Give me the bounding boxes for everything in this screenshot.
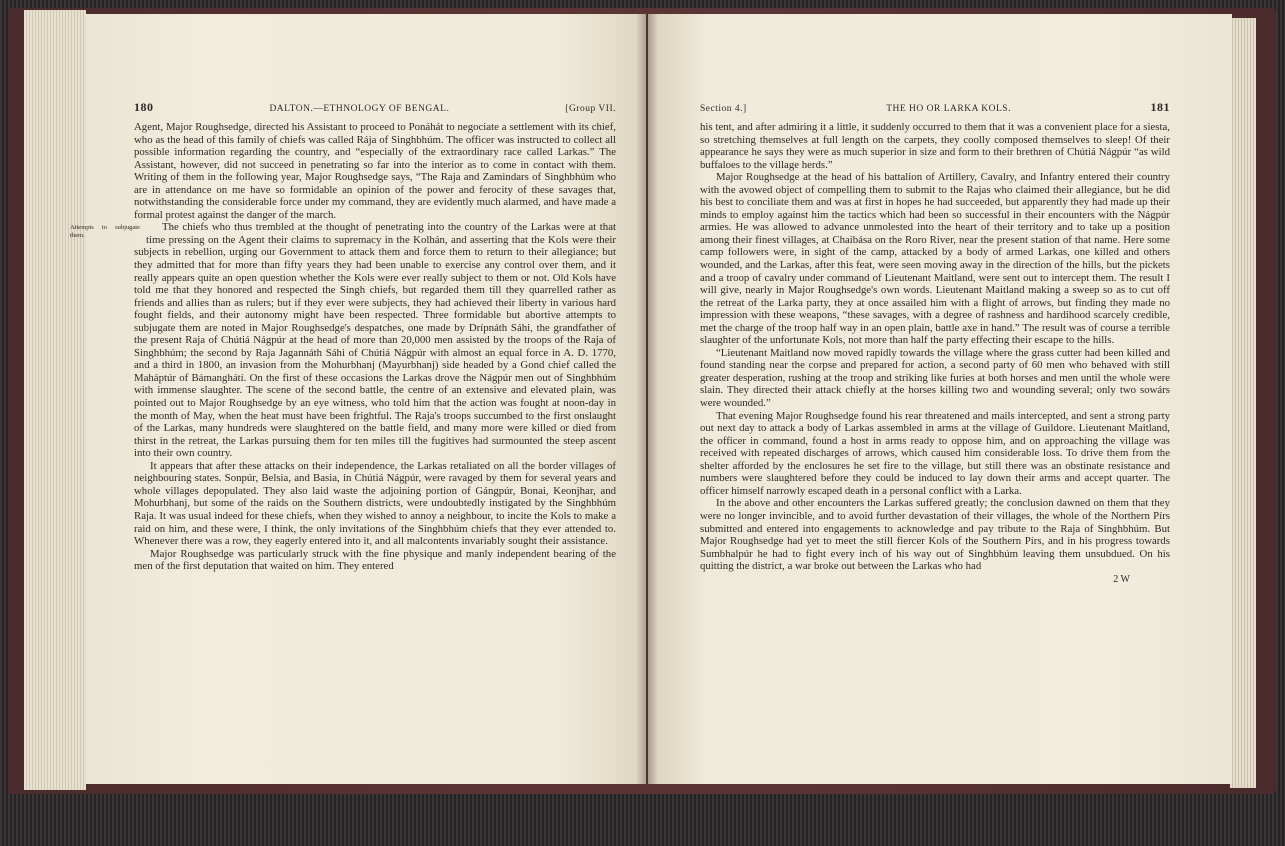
right-page	[648, 14, 1232, 784]
paragraph: Major Roughsedge was particularly struck with the fine physique and manly independent bearing of the men of the first deputation that waited on him. They entered	[134, 547, 616, 573]
right-running-title: THE HO OR LARKA KOLS.	[886, 104, 1011, 114]
paragraph: Agent, Major Roughsedge, directed his Assistant to proceed to Ponáhát to negociate a settlement with its chief, who as the head of this family of chiefs was called Rája of Singhbhúm. The officer was instructed to collect all possible information regarding the country, and “especially of the extraordinary race called Larkas.” The Assistant, however, did not succeed in penetrating so far into the interior as to come in contact with them. Writing of them in the following year, Major Roughsedge says, “The Raja and Zamindars of Singhbhúm who are in attendance on me have so formidable an opinion of the power and ferocity of these savages that, notwithstanding the considerable force under my command, they are evidently much alarmed, and have made a formal protest against the danger of the march.	[134, 121, 616, 221]
group-label: [Group VII.	[565, 104, 616, 114]
right-body-text	[700, 121, 1170, 573]
book-gutter	[636, 14, 658, 784]
paragraph: Major Roughsedge at the head of his battalion of Artillery, Cavalry, and Infantry entered their country with the avowed object of compelling them to submit to the Rajas who claimed their allegiance, but he did his best to conciliate them and was at first in hopes he had succeeded, but apparently they had made up their minds to employ against him the tactics which had been so successful in their encounters with the Nágpúr armies. He was allowed to advance unmolested into the heart of their territory and to take up a position among their finest villages, at Chaibása on the Roro River, near the present station of that name. Here some camp followers were, in sight of the camp, attacked by a body of armed Larkas, one killed and others wounded, and the Larkas, after this feat, were seen moving away in the direction of the hills, but the pickets and a troop of cavalry under command of Lieutenant Maitland, were sent out to intercept them. The result I will give, nearly in Major Roughsedge's own words. Lieutenant Maitland making a sweep so as to cut off the retreat of the Larka party, they at once assailed him with a flight of arrows, but finding they made no impression with these weapons, “these savages, with a degree of rashness and hardihood scarcely credible, met the charge of the troop half way in an open plain, battle axe in hand.” The result was of course a terrible slaughter of the unfortunate Kols, not more than half the party effecting their escape to the hills.	[700, 171, 1170, 347]
right-page-number: 181	[1150, 100, 1170, 114]
paragraph: That evening Major Roughsedge found his rear threatened and mails intercepted, and sent a strong party out next day to attack a body of Larkas assembled in arms at the village of Guildore. Lieutenant Maitland, the officer in command, found a host in arms ready to oppose him, and on approaching the village was received with repeated discharges of arrows, which caused him considerable loss. To drive them from the shelter afforded by the enclosures he set fire to the village, but still there was an obstinate resistance and numbers were slaughtered before they could be induced to lay down their arms and accept quarter. The officer himself narrowly escaped death in a personal conflict with a Larka.	[700, 409, 1170, 497]
margin-note: Attempts to subjugate them.	[70, 224, 140, 240]
paragraph: his tent, and after admiring it a little, it suddenly occurred to them that it was a convenient place for a siesta, so stretching themselves at full length on the carpets, they coolly composed themselves to sleep! Of their appearance he says they were as much superior in size and form to their brethren of Chútiá Nágpúr “as wild buffaloes to the village herds.”	[700, 121, 1170, 171]
paragraph: In the above and other encounters the Larkas suffered greatly; the conclusion dawned on them that they were no longer invincible, and to avoid further devastation of their villages, the whole of the Northern Pírs submitted and entered into engagements to acknowledge and pay tribute to the Raja of Singhbhúm. But Major Roughsedge had yet to meet the still fiercer Kols of the Southern Pírs, and in his progress towards Sumbhalpúr he had to fight every inch of his way out of Singhbhúm leaving them unsubdued. On his quitting the district, a war broke out between the Larkas who had	[700, 497, 1170, 573]
right-running-head	[700, 100, 1170, 115]
paragraph: It appears that after these attacks on their independence, the Larkas retaliated on all the border villages of neighbouring states. Sonpúr, Belsia, and Basia, in Chútiá Nágpúr, were ravaged by them for several years and whole villages depopulated. They also laid waste the adjoining portion of Gángpúr, Bonai, Keonjhar, and Mohurbhanj, but some of the raids on the Southern districts, were undoubtedly instigated by the Singhbhúm Raja. It was usual indeed for these chiefs, when they wished to annoy a neighbour, to incite the Kols to make a raid on him, and these were, I think, the only invitations of the Singhbhúm chiefs that they ever attended to. Whenever there was a row, they eagerly entered into it, and all malcontents invariably sought their assistance.	[134, 459, 616, 548]
left-body-text	[70, 121, 616, 573]
section-label: Section 4.]	[700, 104, 747, 114]
left-running-head	[134, 100, 616, 115]
paragraph-text: The chiefs who thus trembled at the thought of penetrating into the country of the Larkas were at that time pressing on the Agent their claims to supremacy in the Kolhán, and asserting that the Kols were their subjects in rebellion, urging our Government to attack them and force them to return to their allegiance; but they admitted that for more than fifty years they had been unable to exercise any control over them, and it really appears quite an open question whether the Kols were ever really subject to them or not. Old Kols have told me that they honored and respected the Singh chiefs, but regarded them till they quarrelled rather as friends and allies than as rulers; but if they ever were subjects, they had achieved their liberty in various hard fought fields, and their autonomy might have been respected. Three formidable but abortive attempts to subjugate them are noted in Major Roughsedge's despatches, one made by Drípnáth Sáhi, the grandfather of the present Raja of Chútiá Nágpúr at the head of more than 20,000 men assisted by the troops of the Raja of Singhbhúm; the second by Raja Jagannáth Sáhi of Chútiá Nágpúr with almost an equal force in A. D. 1770, and a third in 1800, an invasion from the Mohurbhanj (Mayurbhanj) side headed by a Gond chief called the Maháptúr of Bámanghátí. On the first of these occasions the Larkas drove the Nágpúr men out of Singhbhúm with immense slaughter. The scene of the second battle, the centre of an extensive and elevated plain, was pointed out to Major Roughsedge by an eye witness, who told him that the action was fought at noon-day in the month of May, when the heat must have been frightful. The Raja's troops succumbed to the first onslaught of the Larkas, many hundreds were slaughtered on the battle field, and many more were killed or died from thirst in the retreat, the Larkas pursuing them for ten miles till the fugitives had surmounted the steep ascent into their own country.	[134, 221, 616, 460]
left-page-edges	[24, 10, 86, 790]
left-running-title: DALTON.—ETHNOLOGY OF BENGAL.	[269, 104, 450, 114]
paragraph	[70, 221, 616, 460]
left-page-number: 180	[134, 100, 154, 114]
right-page-edges	[1230, 18, 1256, 788]
left-page	[70, 14, 646, 784]
signature-mark: 2 W	[1113, 573, 1130, 585]
paragraph: “Lieutenant Maitland now moved rapidly towards the village where the grass cutter had been killed and found standing near the corpse and prepared for action, a second party of 60 men who behaved with still greater desperation, rushing at the troop and striking like furies at both horses and men until the whole were slain. They directed their attack chiefly at the horses killing two and wounding several; only two sowárs were wounded.”	[700, 346, 1170, 410]
